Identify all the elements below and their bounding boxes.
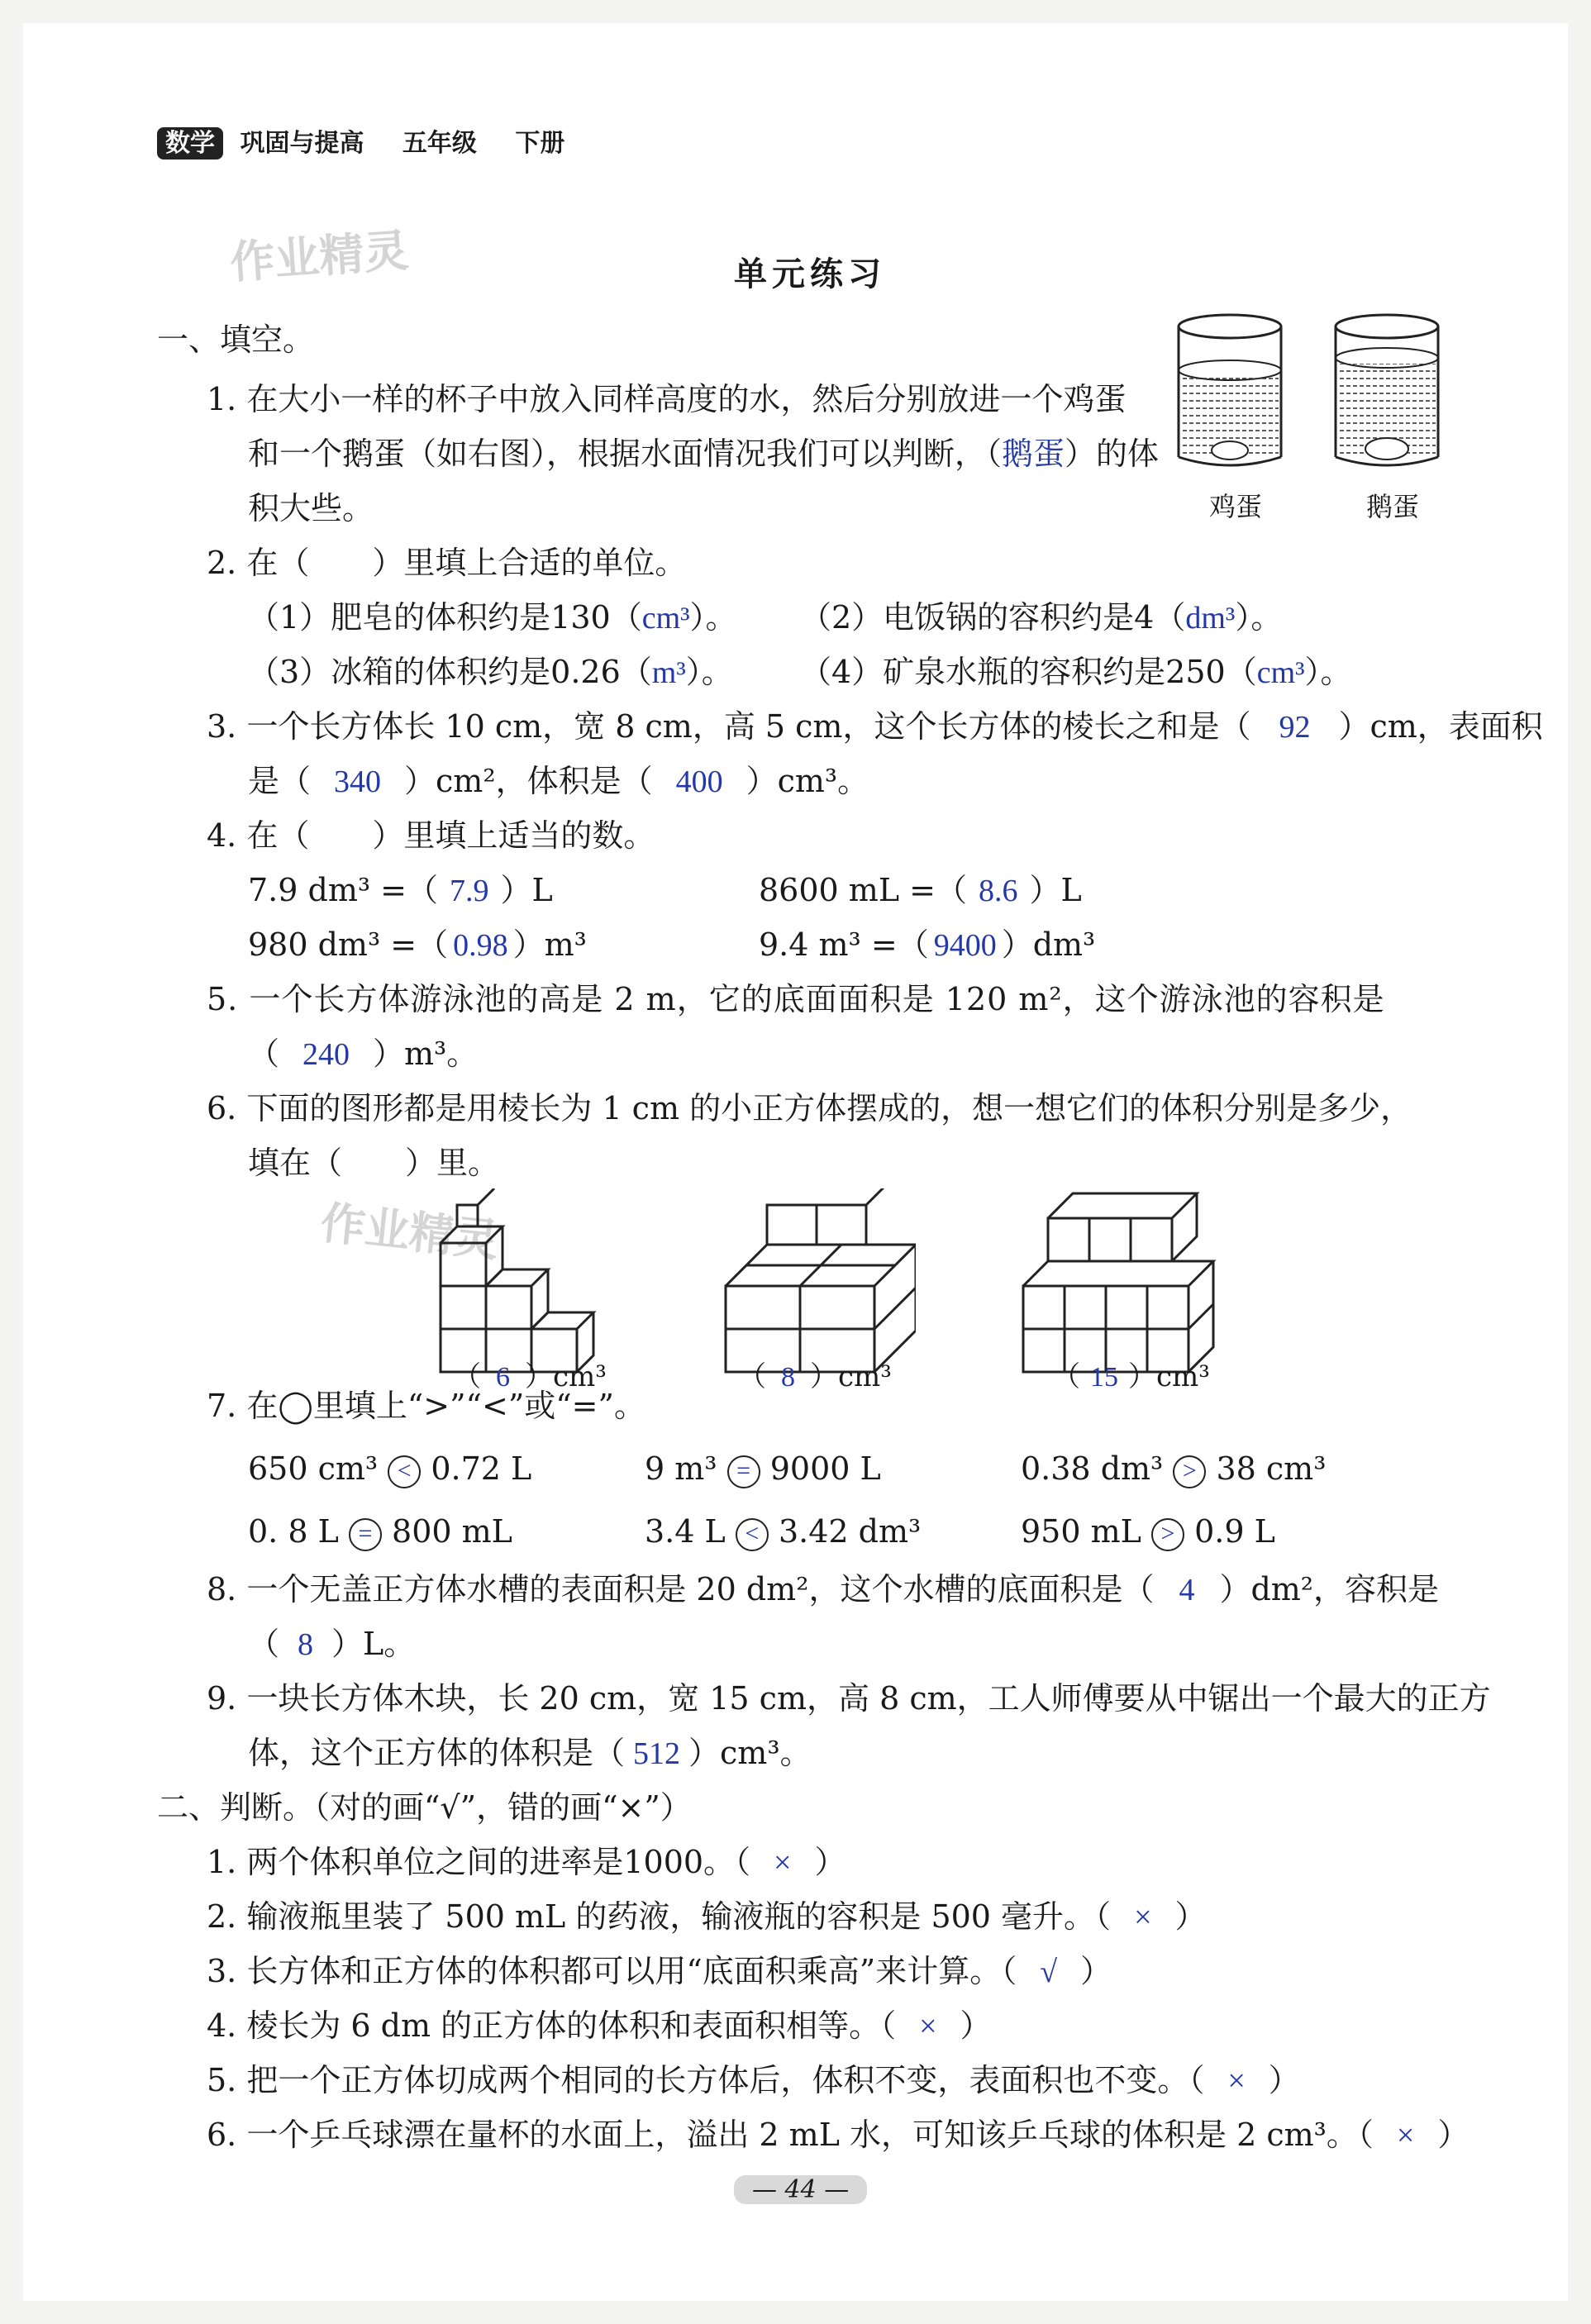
q1-line1: 1. 在大小一样的杯子中放入同样高度的水，然后分别放进一个鸡蛋: [207, 381, 1127, 417]
q2-item3: （3）冰箱的体积约是0.26（m³）。: [248, 654, 733, 690]
q3-line1: 3. 一个长方体长 10 cm，宽 8 cm，高 5 cm，这个长方体的棱长之和是（ 92 ）cm，表面积: [207, 708, 1543, 745]
q8-line2: （ 8 ）L。: [248, 1626, 416, 1662]
q7-compare-2: 9 m³ = 9000 L: [645, 1450, 881, 1487]
q6-answer-1: （ 6 ）cm³: [453, 1360, 607, 1393]
q2-item1: （1）肥皂的体积约是130（cm³）。: [248, 599, 737, 636]
cube-figure-3: [1015, 1188, 1230, 1379]
cup-egg: [1179, 315, 1281, 465]
volume: 下册: [515, 129, 565, 158]
q4-eq1: 7.9 dm³ =（ 7.9 ）L: [248, 872, 553, 908]
workbook-page: [23, 23, 1568, 2301]
q7-compare-5: 3.4 L < 3.42 dm³: [645, 1513, 922, 1550]
cups-illustration: [1176, 308, 1490, 507]
section-2-heading: 二、判断。（对的画“√”，错的画“×”）: [157, 1789, 692, 1826]
q4-stem: 4. 在（ ）里填上适当的数。: [207, 817, 655, 854]
q4-eq2: 8600 mL =（ 8.6 ）L: [759, 872, 1082, 908]
subject-badge: 数学: [157, 127, 223, 160]
q2-item2: （2）电饭锅的容积约是4（dm³）。: [800, 599, 1283, 636]
q4-eq4: 9.4 m³ =（ 9400 ）dm³: [759, 926, 1096, 963]
cup1-label: 鸡蛋: [1209, 491, 1263, 522]
q1-answer: 鹅蛋: [1002, 437, 1065, 472]
q2-stem: 2. 在（ ）里填上合适的单位。: [207, 545, 687, 581]
q7-compare-3: 0.38 dm³ > 38 cm³: [1021, 1450, 1327, 1487]
q4-eq3: 980 dm³ =（ 0.98 ）m³: [248, 926, 587, 963]
grade: 五年级: [402, 129, 477, 158]
q5-line1: 5. 一个长方体游泳池的高是 2 m，它的底面面积是 120 m²，这个游泳池的容积是: [207, 981, 1385, 1017]
watermark: 作业精灵: [228, 224, 411, 289]
q9-line2: 体，这个正方体的体积是（ 512 ）cm³。: [248, 1735, 812, 1771]
q1-line3: 积大些。: [248, 490, 374, 526]
book-header: [157, 122, 564, 159]
q7-compare-1: 650 cm³ < 0.72 L: [248, 1450, 532, 1487]
q1-line2: 和一个鹅蛋（如右图），根据水面情况我们可以判断，（鹅蛋）的体: [248, 436, 1160, 472]
page-title: 单元练习: [734, 255, 886, 293]
cube-figure-1: [412, 1188, 626, 1379]
watermark-2: 作业精灵: [317, 1196, 502, 1268]
q7-stem: 7. 在◯里填上“>”“<”或“=”。: [207, 1388, 645, 1424]
section-1-heading: 一、填空。: [157, 321, 315, 358]
book-name: 巩固与提高: [240, 129, 364, 158]
judge-item-3: 3. 长方体和正方体的体积都可以用“底面积乘高”来计算。（ √ ）: [207, 1953, 1112, 1989]
judge-item-5: 5. 把一个正方体切成两个相同的长方体后，体积不变，表面积也不变。（ × ）: [207, 2062, 1300, 2098]
q7-compare-4: 0. 8 L = 800 mL: [248, 1513, 512, 1550]
q6-line2: 填在（ ）里。: [248, 1145, 500, 1181]
cup-goose-egg: [1336, 315, 1438, 465]
q6-answer-2: （ 8 ）cm³: [738, 1360, 892, 1393]
q6-line1: 6. 下面的图形都是用棱长为 1 cm 的小正方体摆成的，想一想它们的体积分别是多少，: [207, 1090, 1412, 1126]
judge-item-4: 4. 棱长为 6 dm 的正方体的体积和表面积相等。（ × ）: [207, 2007, 992, 2044]
q8-line1: 8. 一个无盖正方体水槽的表面积是 20 dm²，这个水槽的底面积是（ 4 ）dm²，容积是: [207, 1571, 1440, 1607]
judge-item-6: 6. 一个乒乓球漂在量杯的水面上，溢出 2 mL 水，可知该乒乓球的体积是 2 cm³。（ × ）: [207, 2117, 1470, 2153]
page-number: — 44 —: [734, 2175, 867, 2204]
q9-line1: 9. 一块长方体木块，长 20 cm，宽 15 cm，高 8 cm，工人师傅要从中锯出一个最大的正方: [207, 1680, 1491, 1717]
q5-line2: （ 240 ）m³。: [248, 1036, 479, 1072]
cube-figure-2: [701, 1188, 916, 1379]
q7-compare-6: 950 mL > 0.9 L: [1021, 1513, 1275, 1550]
q2-item4: （4）矿泉水瓶的容积约是250（cm³）。: [800, 654, 1352, 690]
q3-line2: 是（ 340 ）cm²，体积是（ 400 ）cm³。: [248, 763, 869, 799]
judge-item-1: 1. 两个体积单位之间的进率是1000。（ × ）: [207, 1844, 846, 1880]
cup2-label: 鹅蛋: [1366, 491, 1420, 522]
judge-item-2: 2. 输液瓶里装了 500 mL 的药液，输液瓶的容积是 500 毫升。（ × ）: [207, 1898, 1207, 1935]
q6-answer-3: （ 15 ）cm³: [1052, 1360, 1210, 1393]
